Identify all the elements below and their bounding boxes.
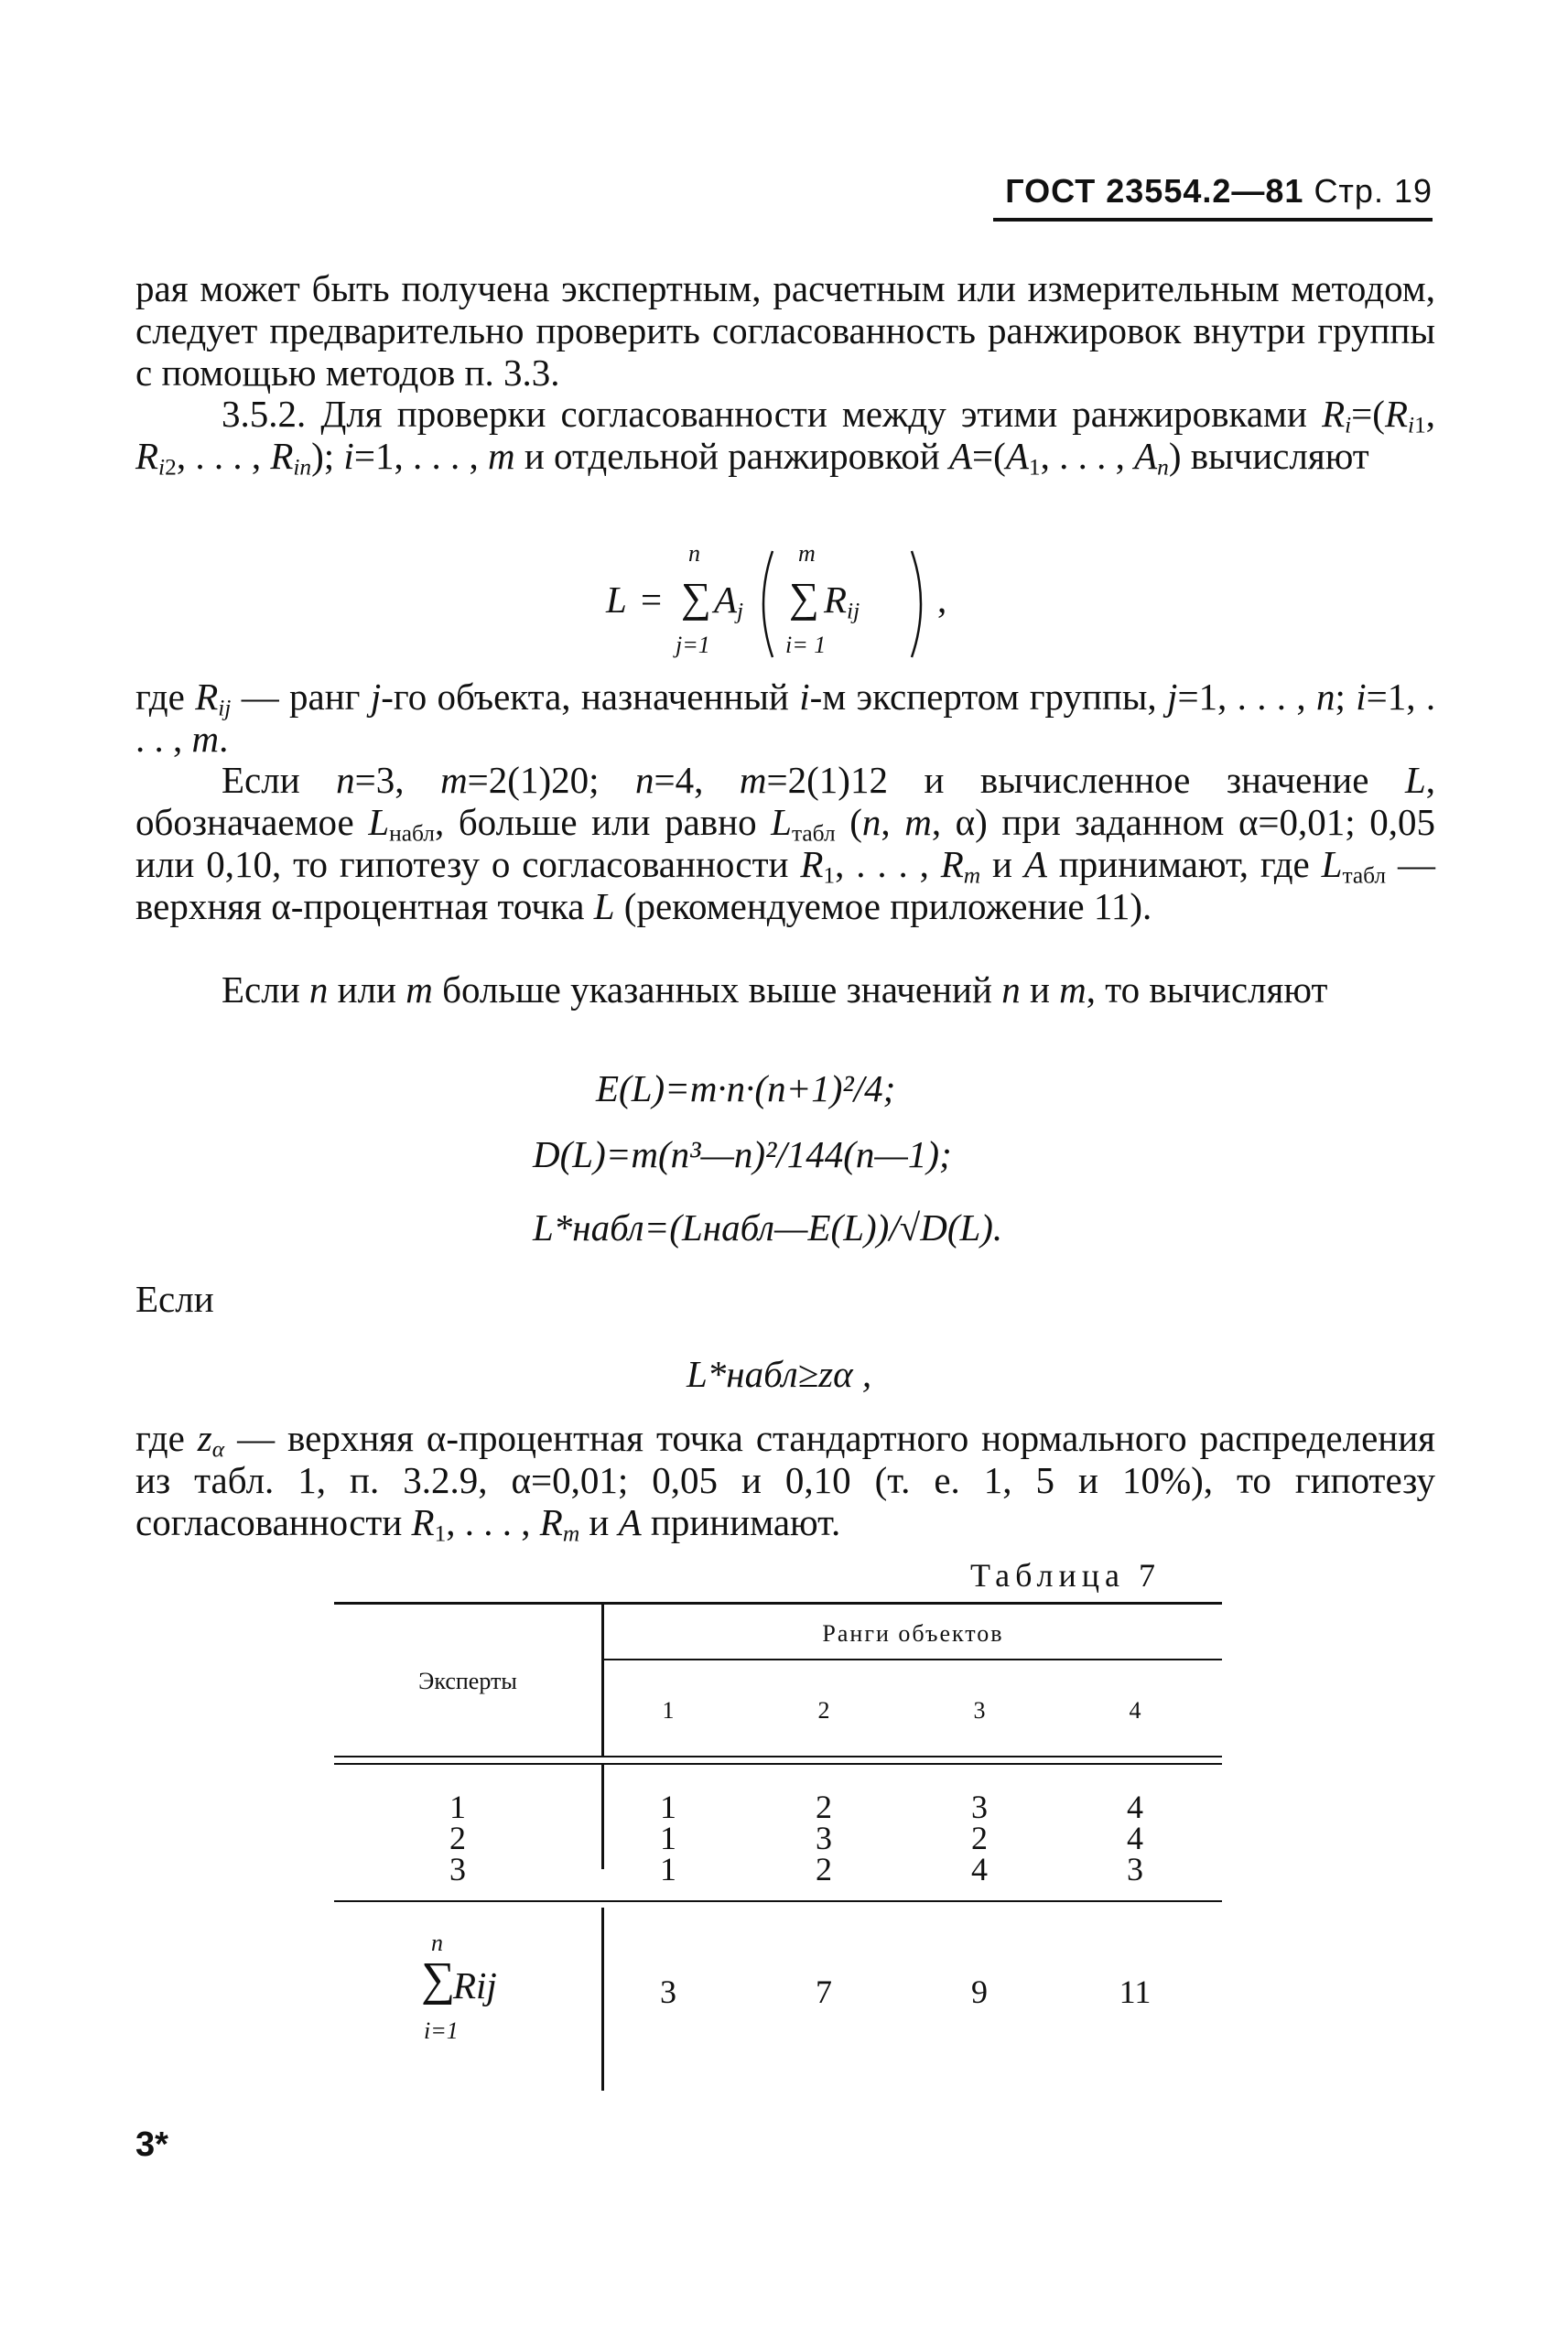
col-4: 4 <box>1129 1697 1141 1724</box>
table-7: Эксперты Ранги объектов 1 2 3 4 1 1 2 3 4 2 1 3 2 4 3 1 2 4 3 n ∑ Rij i=1 3 7 9 11 <box>334 1602 1222 2124</box>
paragraph-1: рая может быть получена экспертным, расчетным или измерительным методом, следует предварительно проверить согласованность ранжировок внутри группы с помощью методов п. 3.3. <box>135 267 1435 394</box>
paragraph-6-label: Если <box>135 1278 214 1320</box>
col-experts: Эксперты <box>418 1668 517 1694</box>
page-number: Стр. 19 <box>1314 172 1433 210</box>
paragraph-5: Если n или m больше указанных выше значений n и m, то вычисляют <box>222 968 1328 1011</box>
paragraph-2: 3.5.2. Для проверки согласованности между этими ранжировками $R_i=(R_{i1}$, $R_{i2}$, . . . , $R_{in}$); i=1, . . . , m и отдельной ранжировкой $A=(A_1$, . . . , $A_n$) вычисляют <box>135 393 1436 481</box>
right-paren <box>906 549 934 659</box>
document-code: ГОСТ 23554.2—81 <box>1005 172 1304 210</box>
group-rule <box>604 1659 1222 1660</box>
body-vertical-rule <box>601 1765 604 1869</box>
table-top-rule <box>334 1602 1222 1605</box>
col-2: 2 <box>817 1697 830 1724</box>
formula-condition: L*набл≥zα , <box>687 1353 872 1395</box>
formula-L: L = n ∑ j=1 $A_j$ m ∑ i= 1 $R_{ij}$ , <box>606 540 947 658</box>
sum-1: 3 <box>660 1974 676 2010</box>
page-header <box>993 172 1433 211</box>
header-rule <box>993 218 1433 222</box>
sum-vertical-rule <box>601 1908 604 2091</box>
left-paren <box>751 549 778 659</box>
formula-Lstar: L*набл=(Lнабл—E(L))/√D(L). <box>533 1206 1003 1249</box>
paragraph-4: Если n=3, m=2(1)20; n=4, m=2(1)12 и вычисленное значение L, обозначаемое $L_{набл}$, больше или равно $L_{табл}$ (n, m, α) при заданном α=0,01; 0,05 или 0,10, то гипотезу о согласованности $R_1$, . . . , $R_m$ и A принимают, где $L_{табл}$ — верхняя α-процентная точка L (рекомендуемое приложение 11). <box>135 759 1436 927</box>
sum-4: 11 <box>1119 1974 1152 2010</box>
col-3: 3 <box>973 1697 986 1724</box>
formula-D: D(L)=m(n³—n)²/144(n—1); <box>533 1133 952 1175</box>
paragraph-7: где $z_\alpha$ — верхняя α-процентная точка стандартного нормального распределения из табл. 1, п. 3.2.9, α=0,01; 0,05 и 0,10 (т. е. 1, 5 и 10%), то гипотезу согласованности $R_1$, . . . , $R_m$ и A принимают. <box>135 1417 1436 1547</box>
paragraph-3: где $R_{ij}$ — ранг j-го объекта, назначенный i-м экспертом группы, j=1, . . . , n; i=1, . . . , m. <box>135 676 1436 760</box>
formula-E: E(L)=m·n·(n+1)²/4; <box>596 1067 896 1109</box>
page-signature: 3* <box>135 2125 168 2164</box>
col-1: 1 <box>662 1697 675 1724</box>
header-rule-2 <box>334 1763 1222 1765</box>
sum-rule <box>334 1900 1222 1902</box>
header-rule-1 <box>334 1756 1222 1757</box>
col-group: Ранги объектов <box>822 1620 1004 1647</box>
sum-3: 9 <box>971 1974 988 2010</box>
table-caption: Таблица 7 <box>970 1557 1161 1594</box>
sum-2: 7 <box>816 1974 832 2010</box>
